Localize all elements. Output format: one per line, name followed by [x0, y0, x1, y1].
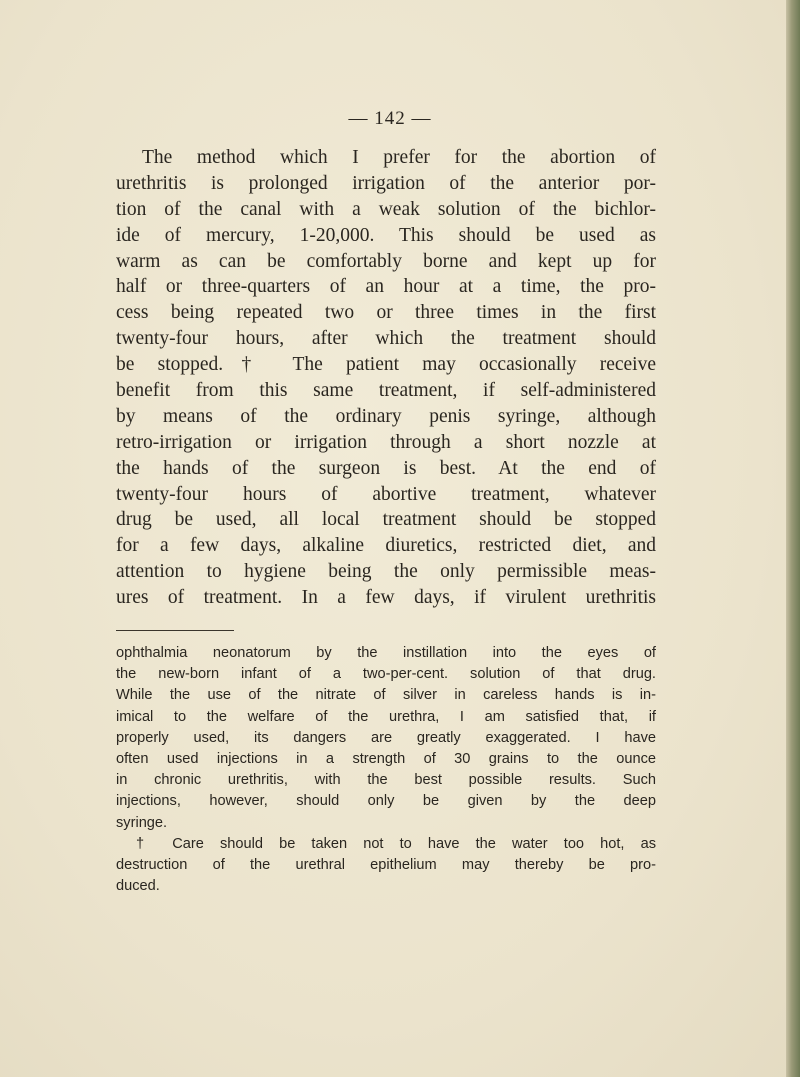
- body-line: The method which I prefer for the abortion of: [142, 147, 656, 168]
- body-line: be stopped.† The patient may occasionally receive: [116, 354, 656, 376]
- body-line: attention to hygiene being the only permissible meas-: [116, 561, 656, 583]
- footnote-line: destruction of the urethral epithelium may thereby be pro-: [116, 856, 656, 873]
- footnote-line: often used injections in a strength of 30 grains to the ounce: [116, 750, 656, 767]
- footnote-line: While the use of the nitrate of silver in careless hands is in-: [116, 687, 656, 704]
- body-line: cess being repeated two or three times in the first: [116, 302, 656, 324]
- body-line: benefit from this same treatment, if self-administered: [116, 380, 656, 402]
- body-line: drug be used, all local treatment should be stopped: [116, 509, 656, 531]
- body-line: half or three-quarters of an hour at a time, the pro-: [116, 276, 656, 298]
- footnote-line: syringe.: [116, 814, 168, 831]
- footnotes: [116, 643, 656, 897]
- footnote-line: ophthalmia neonatorum by the instillation into the eyes of: [116, 645, 656, 661]
- body-line: twenty-four hours, after which the treatment should: [116, 328, 656, 350]
- footnote-line: † Care should be taken not to have the water too hot, as: [136, 835, 656, 852]
- body-line: retro-irrigation or irrigation through a short nozzle at: [116, 431, 656, 453]
- footnote-line: in chronic urethritis, with the best possible results. Such: [116, 772, 656, 789]
- footnote-line: injections, however, should only be given by the deep: [116, 793, 656, 810]
- body-line: urethritis is prolonged irrigation of the anterior por-: [116, 172, 656, 194]
- page-edge: [786, 0, 800, 1077]
- body-line: warm as can be comfortably borne and kept up for: [116, 250, 656, 272]
- body-line: ures of treatment. In a few days, if virulent urethritis: [116, 587, 656, 609]
- body-line: by means of the ordinary penis syringe, although: [116, 405, 656, 427]
- body-line: the hands of the surgeon is best. At the end of: [116, 457, 656, 479]
- footnote-line: the new-born infant of a two-per-cent. solution of that drug.: [116, 666, 656, 683]
- footnote-line: properly used, its dangers are greatly exaggerated. I have: [116, 729, 656, 746]
- footnote-line: imical to the welfare of the urethra, I am satisfied that, if: [116, 708, 656, 725]
- body-line: ide of mercury, 1-20,000. This should be used as: [116, 224, 656, 246]
- page-number: — 142 —: [348, 108, 432, 129]
- footnote-divider: [116, 630, 234, 631]
- body-line: tion of the canal with a weak solution of the bichlor-: [116, 198, 656, 220]
- body-paragraph: [116, 145, 656, 611]
- body-line: for a few days, alkaline diuretics, restricted diet, and: [116, 535, 656, 557]
- body-line: twenty-four hours of abortive treatment, whatever: [116, 483, 656, 505]
- footnote-line: duced.: [116, 878, 160, 895]
